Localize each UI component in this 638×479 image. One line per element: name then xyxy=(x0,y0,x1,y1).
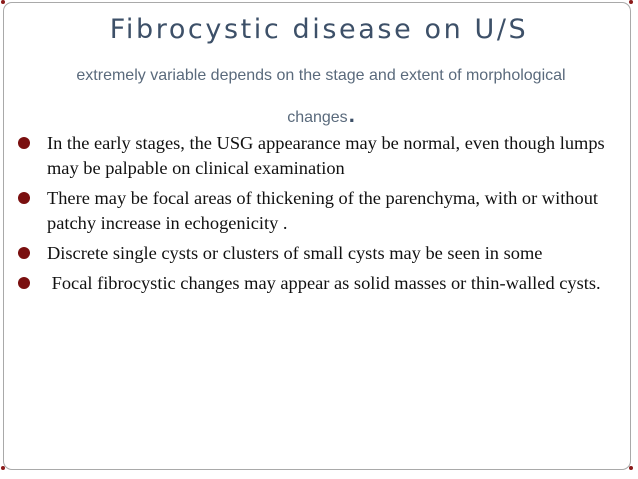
subtitle-period: . xyxy=(348,102,355,127)
bullet-item xyxy=(14,271,614,296)
bullet-marker-icon xyxy=(18,192,30,204)
bullet-marker-icon xyxy=(18,277,30,289)
corner-dot-top-left xyxy=(1,0,5,4)
subtitle-text: extremely variable depends on the stage and extent of morphological changes xyxy=(76,67,566,126)
corner-dot-top-right xyxy=(629,0,633,4)
bullet-marker-icon xyxy=(18,137,30,149)
bullet-text: In the early stages, the USG appearance may be normal, even though lumps may be palpable on clinical examination xyxy=(47,133,605,178)
slide-title: Fibrocystic disease on U/S xyxy=(109,14,529,45)
bullet-item xyxy=(14,186,614,236)
bullet-text: Focal fibrocystic changes may appear as solid masses or thin-walled cysts. xyxy=(47,273,601,293)
bullet-item xyxy=(14,241,614,266)
bullet-text: There may be focal areas of thickening of the parenchyma, with or without patchy increase in echogenicity . xyxy=(47,188,599,233)
corner-dot-bottom-right xyxy=(629,466,633,470)
bullet-list xyxy=(14,131,614,301)
bullet-item xyxy=(14,131,614,181)
corner-dot-bottom-left xyxy=(1,466,5,470)
slide-subtitle xyxy=(46,56,596,137)
bullet-text: Discrete single cysts or clusters of small cysts may be seen in some xyxy=(47,243,543,263)
bullet-marker-icon xyxy=(18,247,30,259)
